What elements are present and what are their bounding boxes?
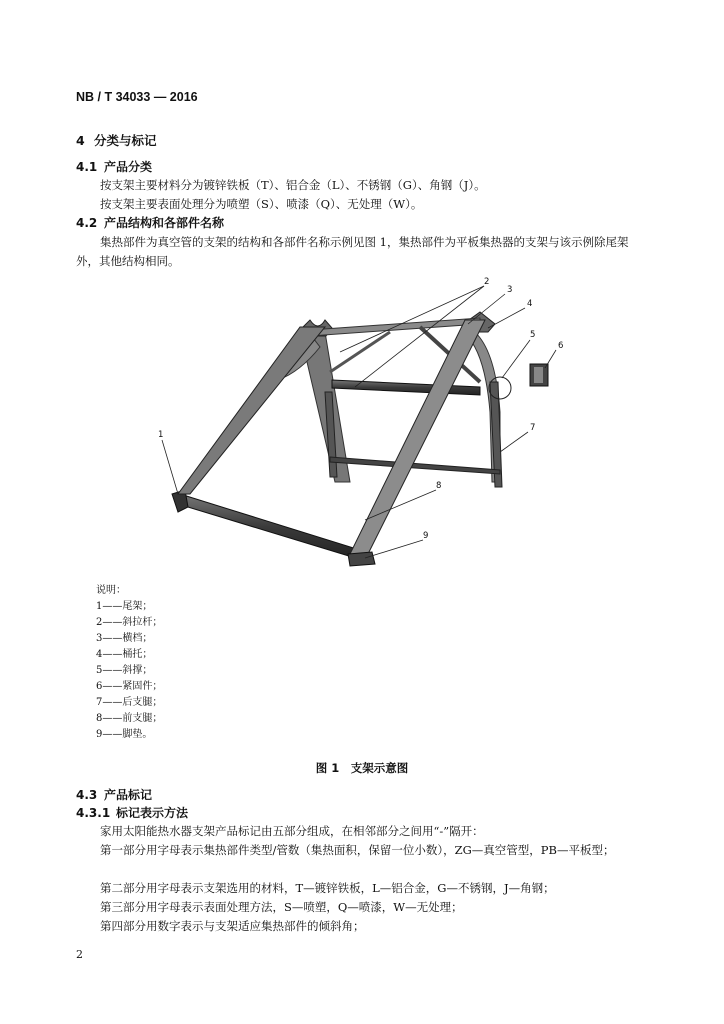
section-number: 4.3 (76, 788, 98, 802)
legend-item: 9——脚垫。 (96, 729, 153, 740)
callout-1: 1 (158, 430, 164, 440)
callout-2: 2 (484, 277, 490, 287)
left-front-leg (178, 327, 325, 494)
section-title: 产品标记 (104, 788, 153, 802)
legend-item: 5——斜撑； (96, 665, 153, 676)
section-4-heading (76, 131, 157, 149)
legend-title: 说明： (96, 585, 126, 596)
section-number: 4.3.1 (76, 806, 111, 820)
legend-item: 1——尾架； (96, 601, 153, 612)
section-title: 分类与标记 (94, 133, 157, 148)
legend-item: 6——紧固件； (96, 681, 163, 692)
paragraph-structure: 集热部件为真空管的支架的结构和各部件名称示例见图 1，集热部件为平板集热器的支架与该示例除尾架外，其他结构相同。 (76, 235, 629, 268)
legend-item: 4——桶托； (96, 649, 153, 660)
callout-6: 6 (558, 341, 564, 351)
callout-8: 8 (436, 481, 442, 491)
foot-pad (348, 552, 375, 566)
callout-3: 3 (507, 285, 513, 295)
paragraph-marking-intro: 家用太阳能热水器支架产品标记由五部分组成，在相邻部分之间用“-”隔开： (100, 824, 484, 838)
section-number: 4.1 (76, 160, 98, 174)
section-4-3-1-heading (76, 804, 188, 821)
callout-labels (158, 277, 563, 541)
paragraph-part-1: 第一部分用字母表示集热部件类型/管数（集热面积，保留一位小数），ZG—真空管型，PB—平板型； (100, 843, 615, 857)
section-title: 产品分类 (104, 160, 153, 174)
section-4-1-heading (76, 158, 152, 175)
paragraph-material: 按支架主要材料分为镀锌铁板（T）、铝合金（L）、不锈钢（G）、角钢（J）。 (100, 178, 486, 192)
tail-frame (178, 494, 362, 560)
middle-crossbar (332, 380, 480, 395)
section-number: 4.2 (76, 216, 98, 230)
figure-caption: 图 1 支架示意图 (315, 761, 409, 775)
paragraph-part-3: 第三部分用字母表示表面处理方法，S—喷塑，Q—喷漆，W—无处理； (100, 900, 463, 914)
right-front-leg (350, 320, 485, 554)
section-title: 标记表示方法 (116, 806, 189, 820)
legend-item: 3——横档； (96, 633, 153, 644)
section-title: 产品结构和各部件名称 (104, 216, 225, 230)
callout-9: 9 (423, 531, 429, 541)
legend-item: 8——前支腿； (96, 713, 163, 724)
section-4-3-heading (76, 786, 152, 803)
section-number: 4 (76, 133, 85, 148)
bracket-diagram (150, 272, 590, 572)
callout-7: 7 (530, 423, 536, 433)
section-4-2-heading (76, 214, 224, 231)
legend-item: 2——斜拉杆； (96, 617, 163, 628)
legend-item: 7——后支腿； (96, 697, 163, 708)
paragraph-surface: 按支架主要表面处理分为喷塑（S）、喷漆（Q）、无处理（W）。 (100, 197, 423, 211)
callout-5: 5 (530, 330, 536, 340)
callout-4: 4 (527, 299, 533, 309)
page-number: 2 (76, 948, 83, 961)
document-header: NB / T 34033 — 2016 (76, 90, 198, 104)
paragraph-part-2: 第二部分用字母表示支架选用的材料，T—镀锌铁板，L—铝合金，G—不锈钢，J—角钢； (100, 881, 555, 895)
paragraph-part-4: 第四部分用数字表示与支架适应集热部件的倾斜角； (100, 919, 365, 933)
figure-legend (96, 583, 162, 743)
